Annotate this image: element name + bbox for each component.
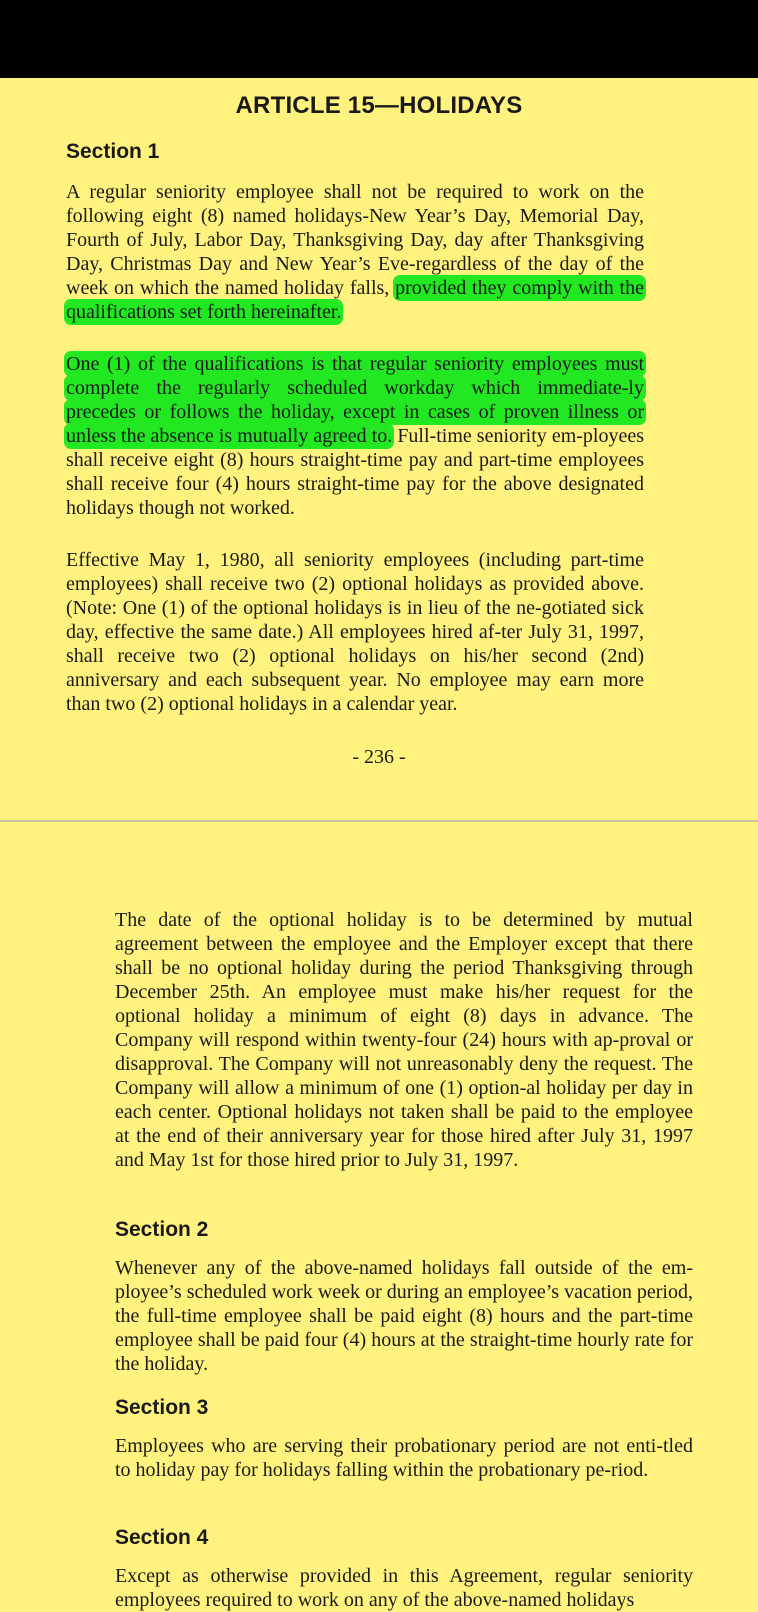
section-1-paragraph-3: Effective May 1, 1980, all seniority employees (including part-time employees) shall receive two (2) optional holidays as provided above. (Note: One (1) of the optional holidays is in lieu of the ne-gotiated sick day, effective the same date.) All employees hired af-ter July 31, 1997, shall receive two (2) optional holidays on his/her second (2nd) anniversary and each subsequent year. No employee may earn more than two (2) optional holidays in a calendar year. [66, 549, 644, 715]
top-black-bar [0, 0, 758, 78]
page-number: - 236 - [352, 746, 406, 768]
document-page-237 [0, 822, 758, 1611]
section-4-text: Except as otherwise provided in this Agreement, regular seniority employees required to work on any of the above-named holidays [115, 1565, 693, 1611]
article-title: ARTICLE 15—HOLIDAYS [235, 92, 523, 119]
section-1-paragraph-2 [66, 352, 644, 520]
paragraph-text: A regular seniority employee shall not be required to work on the following eight (8) named holidays-New Year’s Day, Memorial Day, Fourth of July, Labor Day, Thanksgiving Day, day after Thanksgiving Day, Christmas Day and New Year’s Eve-regardless of the day of the week on which the named holiday falls, [66, 181, 644, 299]
section-1-heading: Section 1 [66, 140, 160, 163]
section-3-heading: Section 3 [115, 1396, 209, 1419]
section-1-paragraph-1 [66, 180, 644, 324]
paragraph-text: Full-time seniority em-ployees shall receive eight (8) hours straight-time pay and part-time employees shall receive four (4) hours straight-time pay for the above designated holidays though not worked. [66, 425, 645, 519]
section-2-heading: Section 2 [115, 1218, 209, 1241]
section-2-text: Whenever any of the above-named holidays fall outside of the em-ployee’s scheduled work week or during an employee’s vacation period, the full-time employee shall be paid eight (8) hours and the part-time employee shall be paid four (4) hours at the straight-time hourly rate for the holiday. [115, 1257, 693, 1375]
optional-holiday-paragraph: The date of the optional holiday is to be determined by mutual agreement between the employee and the Employer except that there shall be no optional holiday during the period Thanksgiving through December 25th. An employee must make his/her request for the optional holiday a minimum of eight (8) days in advance. The Company will respond within twenty-four (24) hours with ap-proval or disapproval. The Company will not unreasonably deny the request. The Company will allow a minimum of one (1) option-al holiday per day in each center. Optional holidays not taken shall be paid to the employee at the end of their anniversary year for those hired after July 31, 1997 and May 1st for those hired prior to July 31, 1997. [115, 909, 693, 1171]
section-3-text: Employees who are serving their probationary period are not enti-tled to holiday pay for holidays falling within the probationary pe-riod. [115, 1435, 693, 1481]
highlighted-text: provided they comply with the qualifications set forth hereinafter. [66, 277, 644, 323]
section-4-heading: Section 4 [115, 1526, 209, 1549]
highlighted-text: One (1) of the qualifications is that regular seniority employees must complete the regularly scheduled workday which immediate-ly precedes or follows the holiday, except in cases of proven illness or unless the absence is mutually agreed to. [66, 353, 644, 447]
document-page-236 [0, 78, 758, 820]
